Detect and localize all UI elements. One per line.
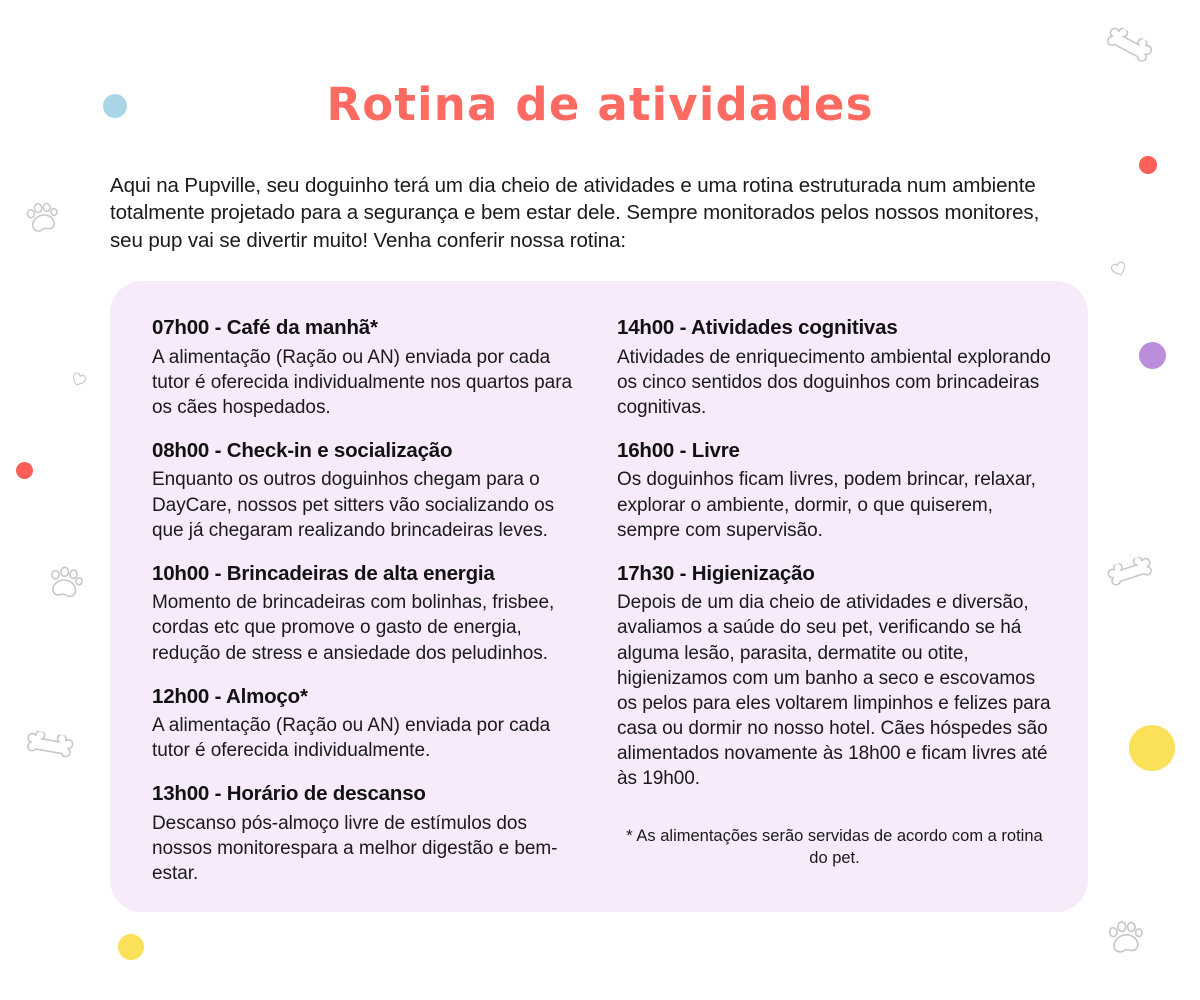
schedule-column-right (617, 315, 1052, 892)
schedule-entry (617, 561, 1052, 791)
schedule-entry (152, 684, 587, 764)
schedule-entry-description: A alimentação (Ração ou AN) enviada por cada tutor é oferecida individualmente nos quartos para os cães hospedados. (152, 346, 572, 418)
schedule-entry-description: Os doguinhos ficam livres, podem brincar, relaxar, explorar o ambiente, dormir, o que quiserem, sempre com supervisão. (617, 469, 1036, 541)
schedule-entry (152, 315, 587, 420)
schedule-column-left (152, 315, 587, 892)
schedule-footnote: * As alimentações serão servidas de acordo com a rotina do pet. (626, 826, 1043, 868)
intro-paragraph: Aqui na Pupville, seu doguinho terá um dia cheio de atividades e uma rotina estruturada num ambiente totalmente projetado para a segurança e bem estar dele. Sempre monitorados pelos nossos monitores, seu pup vai se divertir muito! Venha conferir nossa rotina: (110, 174, 1040, 252)
schedule-entry-description: Descanso pós-almoço livre de estímulos dos nossos monitorespara a melhor digestão e bem-estar. (152, 812, 558, 885)
schedule-entry (152, 561, 587, 666)
schedule-entry-title: 14h00 - Atividades cognitivas (617, 316, 898, 339)
schedule-entry (617, 315, 1052, 420)
schedule-entry-description: A alimentação (Ração ou AN) enviada por cada tutor é oferecida individualmente. (152, 715, 551, 762)
schedule-entry (152, 438, 587, 543)
schedule-entry-title: 08h00 - Check-in e socialização (152, 438, 453, 462)
schedule-entry-title: 10h00 - Brincadeiras de alta energia (152, 561, 495, 585)
page-title: Rotina de atividades (326, 78, 874, 131)
schedule-entry-title: 12h00 - Almoço* (152, 684, 308, 708)
schedule-entry-title: 16h00 - Livre (617, 438, 740, 462)
schedule-entry-description: Momento de brincadeiras com bolinhas, frisbee, cordas etc que promove o gasto de energia, redução de stress e ansiedade dos peludinhos. (152, 592, 555, 664)
schedule-entry (617, 438, 1052, 543)
schedule-entry-description: Atividades de enriquecimento ambiental explorando os cinco sentidos dos doguinhos com brincadeiras cognitivas. (617, 346, 1051, 418)
schedule-entry-description: Enquanto os outros doguinhos chegam para o DayCare, nossos pet sitters vão socializando os que já chegaram realizando brincadeiras leves. (152, 469, 555, 541)
schedule-entry-description: Depois de um dia cheio de atividades e diversão, avaliamos a saúde do seu pet, verificando se há alguma lesão, parasita, dermatite ou otite, higienizamos com um banho a seco e escovamos os pelos para eles voltarem limpinhos e felizes para casa ou dormir no nosso hotel. Cães hóspedes são alimentados novamente às 18h00 e ficam livres até às 19h00. (617, 592, 1051, 789)
schedule-card (110, 281, 1088, 912)
schedule-entry-title: 13h00 - Horário de descanso (152, 782, 426, 806)
schedule-entry-title: 07h00 - Café da manhã* (152, 316, 378, 339)
schedule-entry (152, 781, 587, 886)
schedule-entry-title: 17h30 - Higienização (617, 561, 815, 585)
